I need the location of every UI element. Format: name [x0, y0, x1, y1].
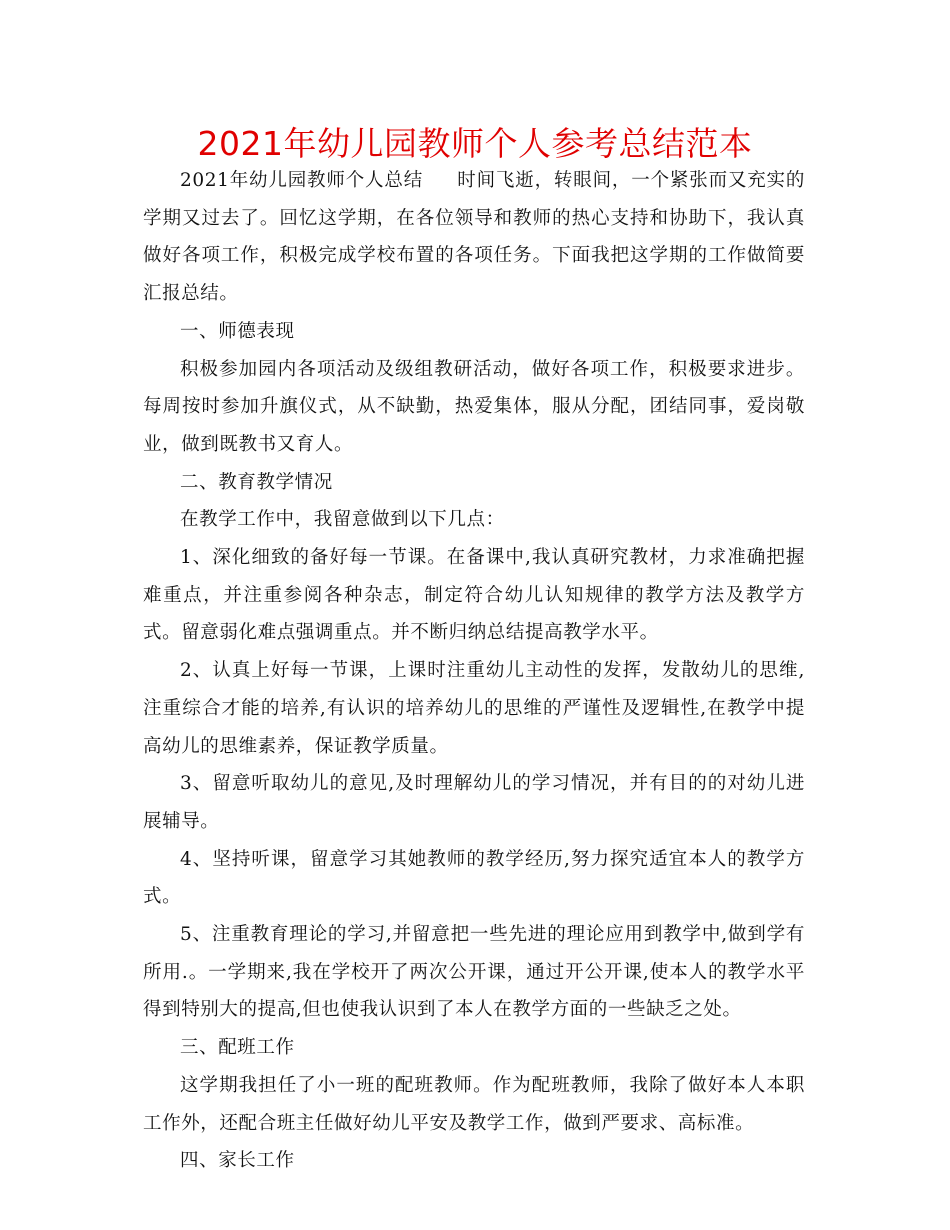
- section2-item-1: 1、深化细致的备好每一节课。在备课中,我认真研究教材，力求准确把握难重点，并注重参阅各种杂志，制定符合幼儿认知规律的教学方法及教学方式。留意弱化难点强调重点。并不断归纳总结提高教学水平。: [143, 547, 805, 644]
- section3-paragraph: 这学期我担任了小一班的配班教师。作为配班教师，我除了做好本人本职工作外，还配合班主任做好幼儿平安及教学工作，做到严要求、高标准。: [143, 1074, 805, 1134]
- section3-heading: 三、配班工作: [180, 1037, 295, 1059]
- intro-text: 时间飞逝，转眼间，一个紧张而又充实的学期又过去了。回忆这学期，在各位领导和教师的热心支持和协助下，我认真做好各项工作，积极完成学校布置的各项任务。下面我把这学期的工作做简要汇报总结。: [143, 170, 805, 305]
- section2-item-5: 5、注重教育理论的学习,并留意把一些先进的理论应用到教学中,做到学有所用.。一学期来,我在学校开了两次公开课，通过开公开课,使本人的教学水平得到特别大的提高,但也使我认识到了本人在教学方面的一些缺乏之处。: [143, 924, 805, 1021]
- intro-heading: 2021年幼儿园教师个人总结: [180, 170, 424, 191]
- section2-intro: 在教学工作中，我留意做到以下几点：: [180, 509, 505, 531]
- section2-item-4: 4、坚持听课，留意学习其她教师的教学经历,努力探究适宜本人的教学方式。: [143, 848, 805, 908]
- section2-heading: 二、教育教学情况: [180, 471, 333, 493]
- section2-item-2: 2、认真上好每一节课，上课时注重幼儿主动性的发挥，发散幼儿的思维,注重综合才能的培养,有认识的培养幼儿的思维的严谨性及逻辑性,在教学中提高幼儿的思维素养，保证教学质量。: [143, 660, 805, 757]
- intro-paragraph: [143, 162, 805, 313]
- section2-item-3: 3、留意听取幼儿的意见,及时理解幼儿的学习情况，并有目的的对幼儿进展辅导。: [143, 773, 805, 832]
- section1-heading: 一、师德表现: [180, 320, 295, 342]
- section1-paragraph: 积极参加园内各项活动及级组教研活动，做好各项工作，积极要求进步。每周按时参加升旗仪式，从不缺勤，热爱集体，服从分配，团结同事，爱岗敬业，做到既教书又育人。: [143, 358, 805, 455]
- document-title: 2021年幼儿园教师个人参考总结范本: [197, 124, 753, 163]
- section4-heading: 四、家长工作: [180, 1150, 295, 1172]
- document-body: [143, 162, 805, 1180]
